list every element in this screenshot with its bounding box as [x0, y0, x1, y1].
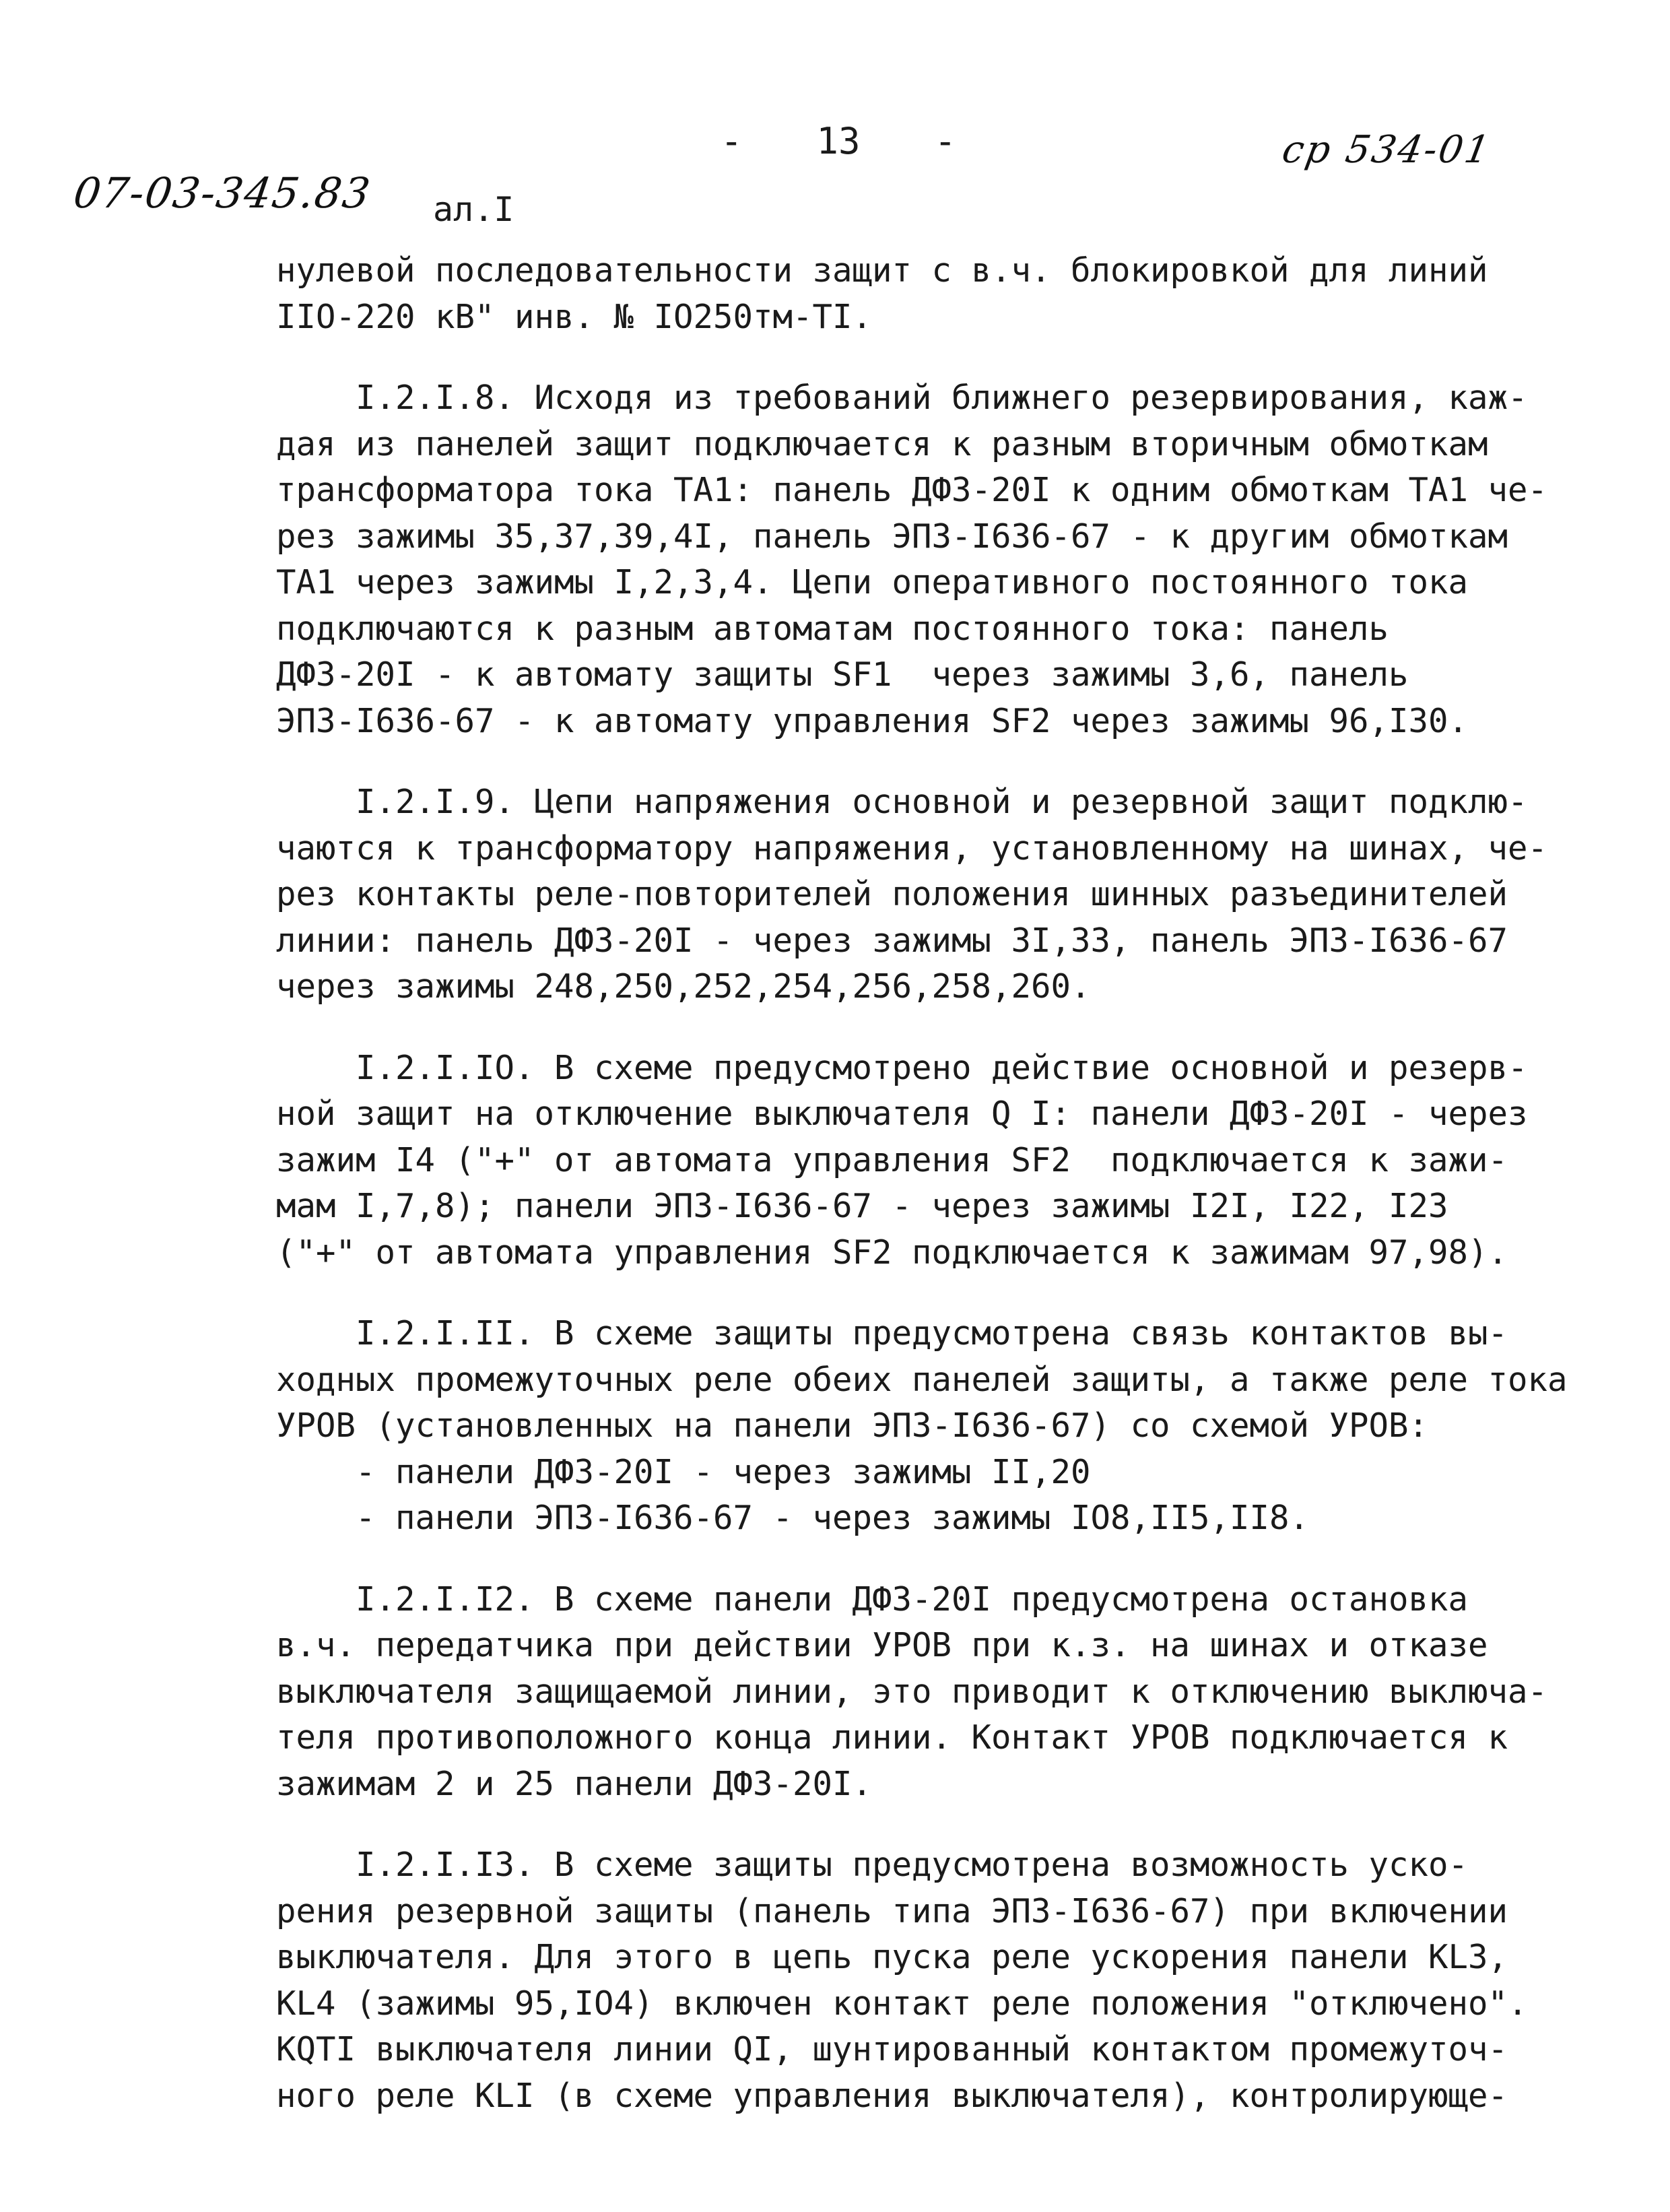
text-line: I.2.I.II. В схеме защиты предусмотрена связь контактов вы- — [276, 1314, 1508, 1353]
text-line: зажим I4 ("+" от автомата управления SF2 подключается к зажи- — [276, 1140, 1508, 1179]
paragraph-continuation — [276, 248, 1556, 340]
text-line: чаются к трансформатору напряжения, установленному на шинах, че- — [276, 828, 1548, 868]
text-line: рез зажимы 35,37,39,4I, панель ЭПЗ-I636-67 - к другим обмоткам — [276, 517, 1508, 556]
sheet-label: ал.I — [433, 190, 514, 229]
page-number-dash-left: - — [721, 120, 743, 162]
paragraph-1-2-1-13 — [276, 1842, 1556, 2119]
text-line: I.2.I.9. Цепи напряжения основной и резервной защит подклю- — [276, 783, 1528, 821]
text-line: I.2.I.8. Исходя из требований ближнего резервирования, каж- — [276, 379, 1528, 417]
text-line: I.2.I.IO. В схеме предусмотрено действие основной и резерв- — [276, 1048, 1528, 1087]
text-line: трансформатора тока ТА1: панель ДФЗ-20I к одним обмоткам ТА1 че- — [276, 471, 1548, 509]
paragraph-1-2-1-11 — [276, 1311, 1568, 1542]
text-line: IIO-220 кВ" инв. № IO250тм-TI. — [276, 297, 873, 336]
handwritten-stamp-code: ср 534-01 — [1279, 128, 1495, 172]
text-line: выключателя. Для этого в цепь пуска реле ускорения панели KL3, — [276, 1938, 1508, 1976]
page-number — [646, 120, 1030, 162]
text-line: ного реле KLI (в схеме управления выключателя), контролирующе- — [276, 2076, 1508, 2115]
text-line: подключаются к разным автоматам постоянного тока: панель — [276, 609, 1389, 648]
text-line: ("+" от автомата управления SF2 подключается к зажимам 97,98). — [276, 1233, 1508, 1272]
text-line: УРОВ (установленных на панели ЭПЗ-I636-67) со схемой УРОВ: — [276, 1406, 1429, 1445]
text-line: I.2.I.I2. В схеме панели ДФЗ-20I предусмотрена остановка — [276, 1580, 1469, 1619]
page-number-dash-right: - — [934, 120, 957, 162]
text-line: - панели ЭПЗ-I636-67 - через зажимы IO8,II5,II8. — [276, 1499, 1310, 1537]
text-line: дая из панелей защит подключается к разным вторичным обмоткам — [276, 424, 1488, 463]
text-line: ной защит на отключение выключателя Q I: панели ДФЗ-20I - через — [276, 1095, 1528, 1133]
text-line: ДФЗ-20I - к автомату защиты SF1 через зажимы 3,6, панель — [276, 655, 1409, 694]
text-line: в.ч. передатчика при действии УРОВ при к.з. на шинах и отказе — [276, 1626, 1488, 1664]
text-line: - панели ДФЗ-20I - через зажимы II,20 — [276, 1452, 1091, 1491]
text-line: мам I,7,8); панели ЭПЗ-I636-67 - через зажимы I2I, I22, I23 — [276, 1187, 1448, 1225]
text-line: KQTI выключателя линии QI, шунтированный контактом промежуточ- — [276, 2030, 1508, 2069]
page-number-value: 13 — [816, 120, 861, 162]
handwritten-document-code: 07-03-345.83 — [70, 168, 374, 218]
text-line: линии: панель ДФЗ-20I - через зажимы 3I,33, панель ЭПЗ-I636-67 — [276, 921, 1508, 960]
text-line: ТА1 через зажимы I,2,3,4. Цепи оперативного постоянного тока — [276, 563, 1469, 601]
text-line: рения резервной защиты (панель типа ЭПЗ-I636-67) при включении — [276, 1891, 1508, 1930]
text-line: KL4 (зажимы 95,IO4) включен контакт реле положения "отключено". — [276, 1984, 1528, 2023]
paragraph-1-2-1-8 — [276, 375, 1556, 744]
text-line: через зажимы 248,250,252,254,256,258,260. — [276, 967, 1091, 1006]
paragraph-1-2-1-12 — [276, 1577, 1556, 1808]
text-line: рез контакты реле-повторителей положения шинных разъединителей — [276, 875, 1508, 913]
document-body — [276, 248, 1568, 2119]
text-line: нулевой последовательности защит с в.ч. блокировкой для линий — [276, 251, 1488, 290]
text-line: I.2.I.I3. В схеме защиты предусмотрена возможность уско- — [276, 1846, 1469, 1884]
text-line: ЭПЗ-I636-67 - к автомату управления SF2 через зажимы 96,I30. — [276, 701, 1469, 740]
paragraph-1-2-1-9 — [276, 779, 1556, 1010]
text-line: теля противоположного конца линии. Контакт УРОВ подключается к — [276, 1718, 1508, 1757]
text-line: ходных промежуточных реле обеих панелей защиты, а также реле тока — [276, 1360, 1568, 1399]
text-line: зажимам 2 и 25 панели ДФЗ-20I. — [276, 1764, 873, 1803]
text-line: выключателя защищаемой линии, это приводит к отключению выключа- — [276, 1672, 1548, 1711]
paragraph-1-2-1-10 — [276, 1045, 1556, 1276]
